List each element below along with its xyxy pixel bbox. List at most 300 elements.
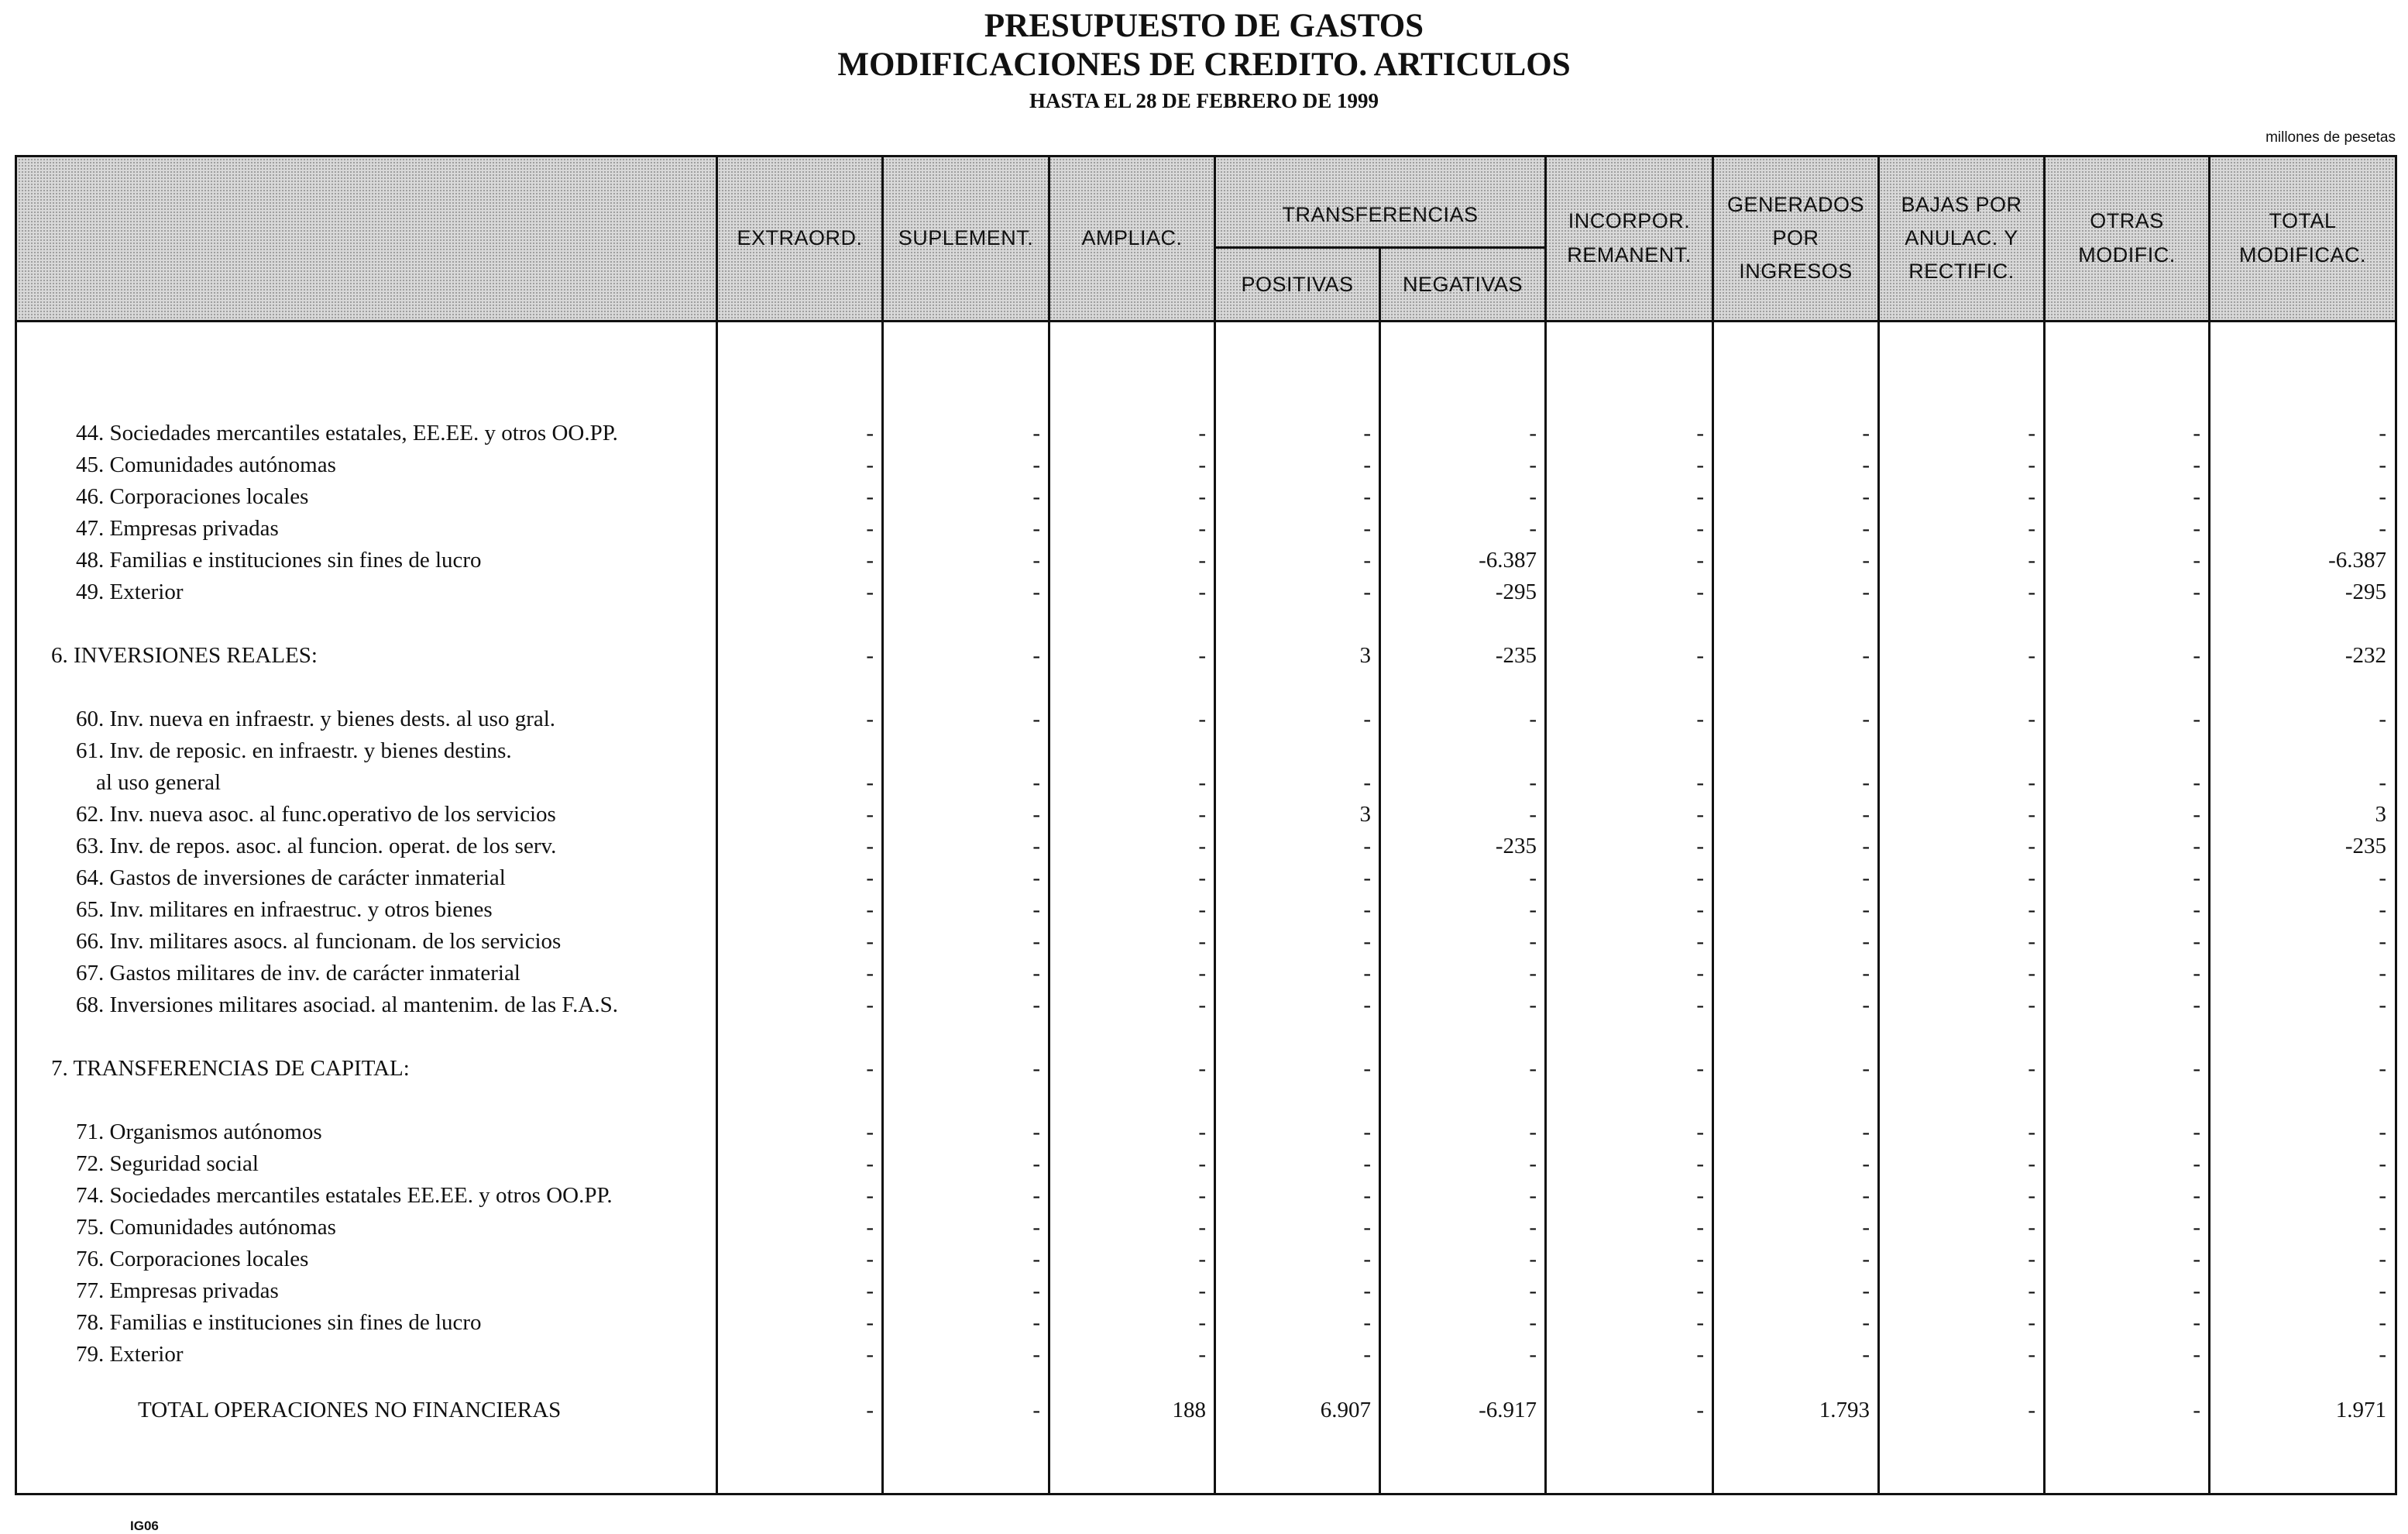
cell-extraord: - [866,1215,874,1240]
cell-otras: - [2193,770,2200,795]
cell-otras: - [2193,421,2200,445]
cell-incorpor: - [1696,929,1704,954]
cell-suplement: - [1032,897,1040,922]
col-header-total [2210,155,2395,322]
cell-incorpor: - [1696,421,1704,445]
cell-ampliac: - [1198,802,1206,827]
cell-ampliac: - [1198,1215,1206,1240]
cell-ampliac: - [1198,897,1206,922]
cell-bajas: - [2028,802,2035,827]
cell-otras: - [2193,897,2200,922]
cell-positivas: - [1363,1278,1371,1303]
cell-positivas: - [1363,516,1371,541]
col-divider [1712,155,1714,1495]
cell-extraord: - [866,548,874,573]
cell-negativas: -6.387 [1479,548,1537,573]
cell-otras: - [2193,548,2200,573]
col-header-incorpor-line2: REMANENT. [1567,242,1692,267]
cell-negativas: - [1529,961,1537,985]
cell-extraord: - [866,1183,874,1208]
cell-negativas: - [1529,1215,1537,1240]
cell-otras: - [2193,1310,2200,1335]
row-label-total: TOTAL OPERACIONES NO FINANCIERAS [138,1398,562,1422]
cell-positivas: - [1363,1183,1371,1208]
cell-bajas: - [2028,1056,2035,1081]
row-label: 71. Organismos autónomos [76,1120,322,1144]
cell-ampliac: - [1198,834,1206,858]
cell-ampliac: 188 [1172,1398,1206,1422]
row-label: 66. Inv. militares asocs. al funcionam. de los servicios [76,929,562,954]
cell-extraord: - [866,452,874,477]
cell-bajas: - [2028,421,2035,445]
cell-incorpor: - [1696,961,1704,985]
cell-extraord: - [866,1056,874,1081]
col-header-ampliac: AMPLIAC. [1081,225,1183,249]
cell-total: - [2379,1278,2386,1303]
cell-otras: - [2193,516,2200,541]
cell-ampliac: - [1198,929,1206,954]
cell-suplement: - [1032,929,1040,954]
cell-otras: - [2193,1151,2200,1176]
col-header-total-line2: MODIFICAC. [2239,242,2366,267]
cell-generados: - [1862,992,1870,1017]
cell-total: - [2379,865,2386,890]
col-header-suplement: SUPLEMENT. [898,225,1034,249]
cell-generados: - [1862,707,1870,731]
cell-total: - [2379,1342,2386,1367]
row-label: 65. Inv. militares en infraestruc. y otros bienes [76,897,493,922]
col-header-generados-line2: POR [1772,225,1819,249]
cell-ampliac: - [1198,452,1206,477]
cell-otras: - [2193,1183,2200,1208]
cell-otras: - [2193,1120,2200,1144]
document-date-line: HASTA EL 28 DE FEBRERO DE 1999 [1029,89,1379,112]
col-header-incorpor [1547,155,1712,322]
cell-otras: - [2193,961,2200,985]
cell-total: - [2379,1056,2386,1081]
cell-ampliac: - [1198,1247,1206,1271]
cell-ampliac: - [1198,707,1206,731]
col-divider [716,155,718,1495]
cell-generados: - [1862,421,1870,445]
col-divider [1544,155,1547,1495]
row-label: 76. Corporaciones locales [76,1247,309,1271]
cell-incorpor: - [1696,1310,1704,1335]
row-label: 67. Gastos militares de inv. de carácter inmaterial [76,961,520,985]
cell-extraord: - [866,834,874,858]
cell-total: - [2379,421,2386,445]
cell-incorpor: - [1696,548,1704,573]
cell-suplement: - [1032,548,1040,573]
cell-positivas: - [1363,580,1371,604]
cell-ampliac: - [1198,516,1206,541]
col-divider [2208,155,2210,1495]
cell-negativas: - [1529,707,1537,731]
row-label: 72. Seguridad social [76,1151,259,1176]
col-header-transferencias: TRANSFERENCIAS [1282,203,1479,227]
cell-otras: - [2193,580,2200,604]
cell-positivas: - [1363,1247,1371,1271]
cell-generados: - [1862,548,1870,573]
cell-negativas: - [1529,802,1537,827]
cell-otras: - [2193,929,2200,954]
cell-ampliac: - [1198,1151,1206,1176]
cell-total: 3 [2375,802,2386,827]
cell-generados: - [1862,484,1870,509]
cell-negativas: - [1529,1056,1537,1081]
cell-extraord: - [866,770,874,795]
cell-positivas: - [1363,897,1371,922]
cell-positivas: 6.907 [1320,1398,1371,1422]
cell-generados: - [1862,1183,1870,1208]
cell-bajas: - [2028,1151,2035,1176]
cell-positivas: - [1363,421,1371,445]
cell-suplement: - [1032,992,1040,1017]
cell-extraord: - [866,1247,874,1271]
cell-generados: - [1862,834,1870,858]
row-label: 79. Exterior [76,1342,184,1367]
cell-ampliac: - [1198,1120,1206,1144]
cell-suplement: - [1032,1215,1040,1240]
cell-extraord: - [866,802,874,827]
cell-total: - [2379,452,2386,477]
cell-bajas: - [2028,643,2035,668]
cell-extraord: - [866,1278,874,1303]
cell-extraord: - [866,1120,874,1144]
col-header-otras-line1: OTRAS [2090,209,2164,233]
cell-extraord: - [866,484,874,509]
cell-bajas: - [2028,1310,2035,1335]
cell-negativas: -235 [1495,834,1537,858]
cell-extraord: - [866,1310,874,1335]
cell-bajas: - [2028,961,2035,985]
cell-ampliac: - [1198,770,1206,795]
col-header-extraord: EXTRAORD. [737,225,863,249]
cell-negativas: -235 [1495,643,1537,668]
cell-positivas: - [1363,770,1371,795]
cell-bajas: - [2028,1278,2035,1303]
cell-extraord: - [866,707,874,731]
cell-incorpor: - [1696,802,1704,827]
cell-generados: - [1862,961,1870,985]
cell-suplement: - [1032,1278,1040,1303]
row-label: 49. Exterior [76,580,184,604]
cell-positivas: - [1363,1215,1371,1240]
cell-incorpor: - [1696,1398,1704,1422]
cell-positivas: 3 [1359,802,1371,827]
cell-negativas: - [1529,1310,1537,1335]
col-divider [881,155,884,1495]
row-label: 47. Empresas privadas [76,516,279,541]
cell-extraord: - [866,580,874,604]
cell-suplement: - [1032,484,1040,509]
cell-generados: - [1862,580,1870,604]
cell-incorpor: - [1696,1056,1704,1081]
cell-bajas: - [2028,516,2035,541]
cell-incorpor: - [1696,707,1704,731]
cell-suplement: - [1032,1398,1040,1422]
col-header-otras [2046,155,2208,322]
cell-generados: - [1862,1310,1870,1335]
cell-positivas: - [1363,865,1371,890]
cell-total: - [2379,484,2386,509]
cell-positivas: - [1363,1310,1371,1335]
cell-suplement: - [1032,1183,1040,1208]
cell-bajas: - [2028,707,2035,731]
cell-incorpor: - [1696,1278,1704,1303]
cell-negativas: - [1529,929,1537,954]
col-divider [1379,246,1381,1495]
cell-bajas: - [2028,452,2035,477]
cell-bajas: - [2028,1342,2035,1367]
cell-negativas: -6.917 [1479,1398,1537,1422]
cell-total: -6.387 [2328,548,2386,573]
row-label: 64. Gastos de inversiones de carácter inmaterial [76,865,506,890]
cell-incorpor: - [1696,992,1704,1017]
col-header-bajas-line2: ANULAC. Y [1905,225,2018,249]
row-label: 48. Familias e instituciones sin fines de lucro [76,548,482,573]
cell-suplement: - [1032,1056,1040,1081]
cell-generados: - [1862,929,1870,954]
cell-total: - [2379,707,2386,731]
document-subtitle: MODIFICACIONES DE CREDITO. ARTICULOS [837,46,1571,83]
cell-suplement: - [1032,834,1040,858]
cell-generados: - [1862,802,1870,827]
cell-generados: - [1862,643,1870,668]
row-label: 60. Inv. nueva en infraestr. y bienes dests. al uso gral. [76,707,556,731]
cell-negativas: -295 [1495,580,1537,604]
row-label: 45. Comunidades autónomas [76,452,336,477]
cell-bajas: - [2028,1120,2035,1144]
cell-ampliac: - [1198,1310,1206,1335]
cell-suplement: - [1032,1151,1040,1176]
cell-generados: - [1862,1247,1870,1271]
cell-incorpor: - [1696,452,1704,477]
cell-negativas: - [1529,1342,1537,1367]
cell-generados: - [1862,1342,1870,1367]
cell-total: - [2379,1120,2386,1144]
cell-positivas: - [1363,1056,1371,1081]
cell-bajas: - [2028,770,2035,795]
units-note: millones de pesetas [2265,129,2396,146]
cell-suplement: - [1032,580,1040,604]
cell-total: 1.971 [2335,1398,2386,1422]
cell-negativas: - [1529,484,1537,509]
cell-suplement: - [1032,516,1040,541]
cell-otras: - [2193,1342,2200,1367]
cell-extraord: - [866,643,874,668]
cell-incorpor: - [1696,580,1704,604]
cell-generados: - [1862,897,1870,922]
cell-negativas: - [1529,1278,1537,1303]
row-label: 46. Corporaciones locales [76,484,309,509]
cell-total: - [2379,992,2386,1017]
cell-extraord: - [866,1151,874,1176]
cell-total: - [2379,1247,2386,1271]
cell-ampliac: - [1198,421,1206,445]
cell-otras: - [2193,1247,2200,1271]
cell-otras: - [2193,1215,2200,1240]
cell-otras: - [2193,643,2200,668]
cell-total: - [2379,516,2386,541]
cell-suplement: - [1032,770,1040,795]
cell-incorpor: - [1696,1183,1704,1208]
cell-generados: 1.793 [1819,1398,1870,1422]
cell-incorpor: - [1696,770,1704,795]
cell-generados: - [1862,516,1870,541]
cell-otras: - [2193,834,2200,858]
cell-negativas: - [1529,770,1537,795]
cell-positivas: - [1363,1120,1371,1144]
cell-otras: - [2193,802,2200,827]
row-label: 62. Inv. nueva asoc. al func.operativo de los servicios [76,802,556,827]
cell-extraord: - [866,897,874,922]
cell-total: - [2379,770,2386,795]
cell-bajas: - [2028,1183,2035,1208]
cell-bajas: - [2028,548,2035,573]
cell-positivas: - [1363,1342,1371,1367]
row-label-section: 7. TRANSFERENCIAS DE CAPITAL: [51,1056,410,1081]
cell-positivas: - [1363,929,1371,954]
cell-extraord: - [866,929,874,954]
cell-generados: - [1862,1278,1870,1303]
cell-positivas: - [1363,834,1371,858]
col-header-bajas-line1: BAJAS POR [1901,192,2022,216]
cell-negativas: - [1529,992,1537,1017]
cell-suplement: - [1032,1342,1040,1367]
cell-total: - [2379,1215,2386,1240]
cell-otras: - [2193,1278,2200,1303]
row-label: 61. Inv. de reposic. en infraestr. y bienes destins. [76,738,512,763]
cell-ampliac: - [1198,1342,1206,1367]
cell-positivas: - [1363,707,1371,731]
cell-bajas: - [2028,1215,2035,1240]
cell-generados: - [1862,865,1870,890]
cell-otras: - [2193,1056,2200,1081]
cell-bajas: - [2028,929,2035,954]
cell-positivas: - [1363,1151,1371,1176]
cell-suplement: - [1032,452,1040,477]
cell-extraord: - [866,516,874,541]
col-header-generados [1714,155,1877,322]
cell-otras: - [2193,865,2200,890]
cell-total: -235 [2344,834,2386,858]
cell-otras: - [2193,1398,2200,1422]
row-label: 75. Comunidades autónomas [76,1215,336,1240]
col-header-incorpor-line1: INCORPOR. [1568,209,1691,233]
cell-incorpor: - [1696,643,1704,668]
cell-otras: - [2193,992,2200,1017]
cell-bajas: - [2028,1247,2035,1271]
cell-negativas: - [1529,516,1537,541]
cell-otras: - [2193,707,2200,731]
col-divider [1048,155,1050,1495]
cell-ampliac: - [1198,992,1206,1017]
cell-extraord: - [866,1342,874,1367]
cell-ampliac: - [1198,643,1206,668]
cell-incorpor: - [1696,1120,1704,1144]
row-label-section: 6. INVERSIONES REALES: [51,643,318,668]
cell-otras: - [2193,484,2200,509]
cell-incorpor: - [1696,484,1704,509]
cell-positivas: - [1363,484,1371,509]
cell-generados: - [1862,1056,1870,1081]
cell-positivas: - [1363,452,1371,477]
cell-extraord: - [866,865,874,890]
cell-positivas: - [1363,961,1371,985]
row-label: 63. Inv. de repos. asoc. al funcion. operat. de los serv. [76,834,557,858]
cell-suplement: - [1032,643,1040,668]
col-header-total-line1: TOTAL [2269,209,2337,233]
cell-negativas: - [1529,1247,1537,1271]
cell-incorpor: - [1696,865,1704,890]
col-header-bajas-line3: RECTIFIC. [1908,260,2015,284]
cell-incorpor: - [1696,1215,1704,1240]
cell-total: -232 [2344,643,2386,668]
cell-total: - [2379,961,2386,985]
cell-negativas: - [1529,452,1537,477]
cell-total: - [2379,1151,2386,1176]
col-header-generados-line1: GENERADOS [1726,192,1865,216]
cell-negativas: - [1529,1183,1537,1208]
cell-bajas: - [2028,834,2035,858]
cell-ampliac: - [1198,548,1206,573]
cell-bajas: - [2028,865,2035,890]
cell-negativas: - [1529,1120,1537,1144]
cell-ampliac: - [1198,580,1206,604]
cell-generados: - [1862,1120,1870,1144]
col-divider [1877,155,1880,1495]
cell-incorpor: - [1696,1151,1704,1176]
cell-total: - [2379,1183,2386,1208]
cell-ampliac: - [1198,1056,1206,1081]
cell-incorpor: - [1696,897,1704,922]
cell-generados: - [1862,770,1870,795]
cell-positivas: - [1363,548,1371,573]
cell-extraord: - [866,992,874,1017]
cell-bajas: - [2028,897,2035,922]
cell-incorpor: - [1696,1342,1704,1367]
cell-extraord: - [866,1398,874,1422]
cell-positivas: 3 [1359,643,1371,668]
cell-ampliac: - [1198,484,1206,509]
cell-negativas: - [1529,897,1537,922]
col-header-positivas: POSITIVAS [1241,273,1354,297]
cell-positivas: - [1363,992,1371,1017]
row-label-continuation: al uso general [96,770,222,795]
cell-incorpor: - [1696,1247,1704,1271]
cell-bajas: - [2028,1398,2035,1422]
row-label: 74. Sociedades mercantiles estatales EE.EE. y otros OO.PP. [76,1183,613,1208]
cell-extraord: - [866,961,874,985]
cell-negativas: - [1529,421,1537,445]
footer-code: IG06 [130,1519,159,1533]
cell-generados: - [1862,1151,1870,1176]
cell-ampliac: - [1198,1278,1206,1303]
col-header-otras-line2: MODIFIC. [2078,242,2176,267]
cell-suplement: - [1032,421,1040,445]
cell-ampliac: - [1198,865,1206,890]
col-header-generados-line3: INGRESOS [1739,260,1853,284]
cell-total: - [2379,1310,2386,1335]
cell-negativas: - [1529,1151,1537,1176]
cell-suplement: - [1032,865,1040,890]
document-title: PRESUPUESTO DE GASTOS [984,8,1424,44]
col-header-negativas: NEGATIVAS [1402,273,1523,297]
cell-otras: - [2193,452,2200,477]
cell-suplement: - [1032,961,1040,985]
cell-suplement: - [1032,1247,1040,1271]
